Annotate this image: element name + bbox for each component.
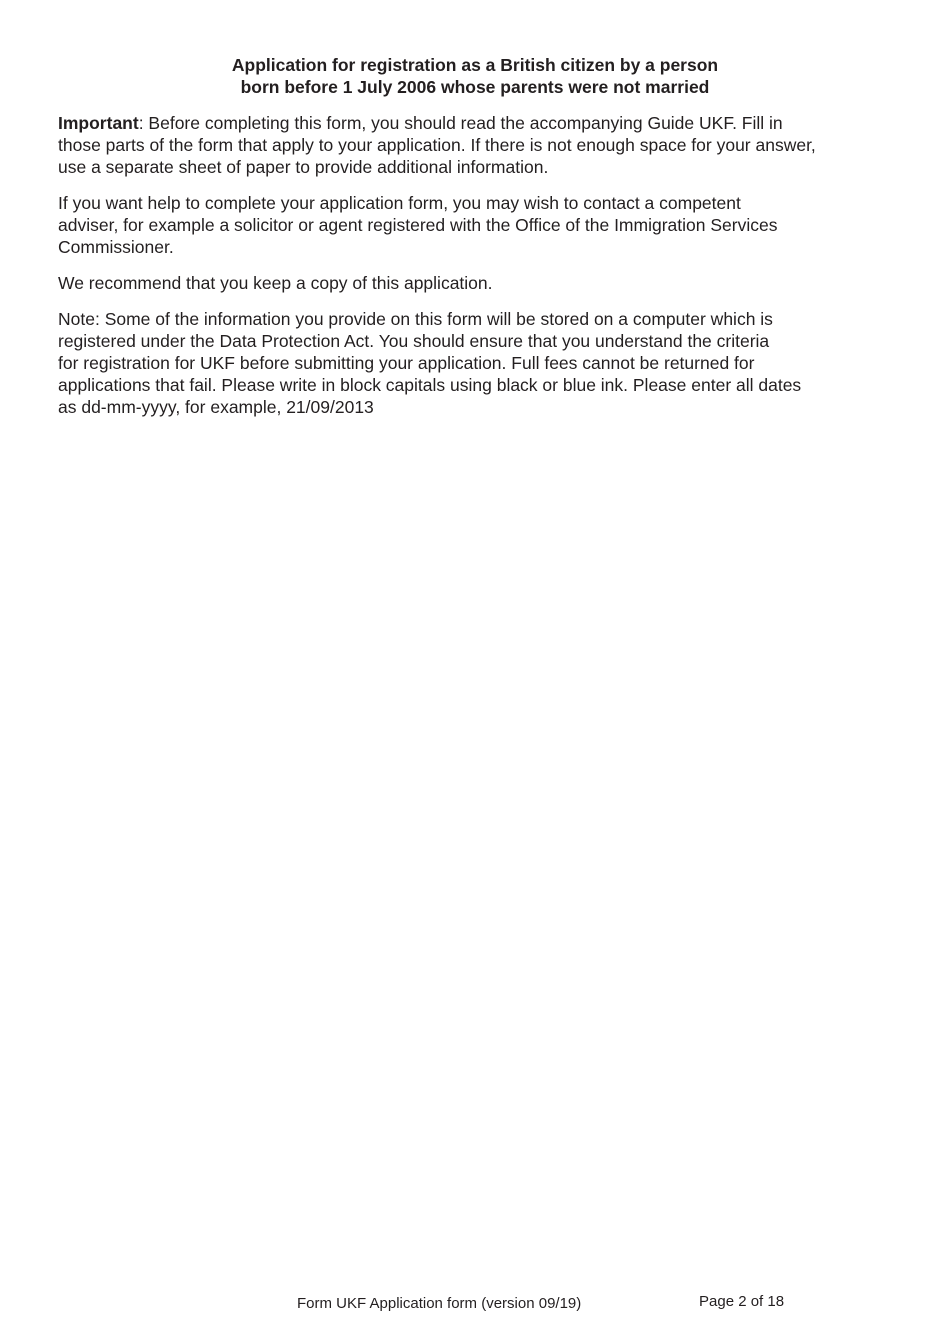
note-line-4: applications that fail. Please write in block capitals using black or blue ink. Please enter all dates [58, 375, 802, 395]
footer-page-number: Page 2 of 18 [699, 1293, 785, 1310]
footer-form-name: Form UKF Application form (version 09/19) [297, 1295, 582, 1312]
title-line-1: Application for registration as a British citizen by a person [231, 55, 719, 75]
help-line-2: adviser, for example a solicitor or agent registered with the Office of the Immigration Services [58, 215, 778, 235]
important-line-1 [58, 112, 908, 134]
note-line-1: Note: Some of the information you provide on this form will be stored on a computer which is [58, 309, 773, 329]
title-line-2: born before 1 July 2006 whose parents were not married [240, 77, 710, 97]
note-line-3: for registration for UKF before submitting your application. Full fees cannot be returned for [58, 353, 755, 373]
note-line-5: as dd-mm-yyyy, for example, 21/09/2013 [58, 397, 374, 417]
important-line-2: those parts of the form that apply to your application. If there is not enough space for your answer, [58, 135, 816, 155]
help-paragraph [58, 192, 908, 258]
intro-content [58, 112, 908, 432]
important-line-1-text: : Before completing this form, you should read the accompanying Guide UKF. Fill in [138, 113, 783, 133]
important-paragraph [58, 112, 908, 178]
note-paragraph [58, 308, 908, 418]
important-label: Important [58, 113, 139, 133]
page-title [0, 54, 950, 98]
help-line-1: If you want help to complete your application form, you may wish to contact a competent [58, 193, 741, 213]
note-line-2: registered under the Data Protection Act. You should ensure that you understand the criteria [58, 331, 770, 351]
help-line-3: Commissioner. [58, 237, 174, 257]
important-line-3: use a separate sheet of paper to provide additional information. [58, 157, 549, 177]
recommend-paragraph: We recommend that you keep a copy of this application. [58, 273, 493, 293]
